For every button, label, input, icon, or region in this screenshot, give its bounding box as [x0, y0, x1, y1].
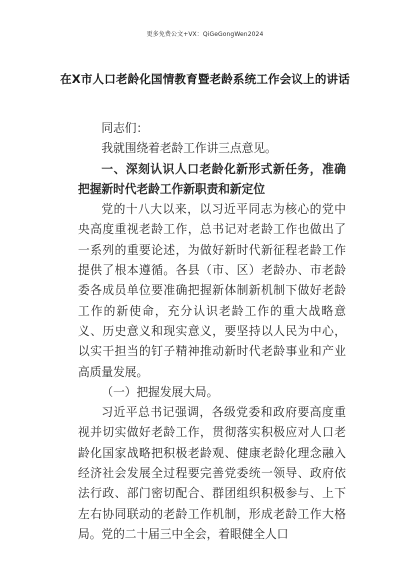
- header-note: 更多免费公文+VX：QiGeGongWen2024: [146, 31, 264, 38]
- paragraph-intro: 我就围绕着老龄工作讲三点意见。: [101, 141, 277, 156]
- document-title: 在X市人口老龄化国情教育暨老龄系统工作会议上的讲话: [60, 72, 350, 86]
- paragraph-2: 习近平总书记强调，各级党委和政府要高度重视并切实做好老龄工作，贯彻落实积极应对人口老龄化国家战略把积极老龄观、健康老龄化理念融入经济社会发展全过程要完善党委统一领导、政府依法行政、部门密切配合、群团组织积极参与、上下左右协同联动的老龄工作机制，形成老龄工作大格局。党的二十届三中全会，着眼健全人口: [78, 405, 346, 541]
- paragraph-1: 党的十八大以来，以习近平同志为核心的党中央高度重视老龄工作，总书记对老龄工作也做出了一系列的重要论述，为做好新时代新征程老龄工作提供了根本遵循。各县（市、区）老龄办、市老龄委各成员单位要准确把握新体制新机制下做好老龄工作的新使命，充分认识老龄工作的重大战略意义、历史意义和现实意义，要坚持以人民为中心，以实干担当的钉子精神推动新时代老龄事业和产业高质量发展。: [78, 202, 346, 379]
- document-body: [78, 118, 346, 544]
- subheading-1: （一）把握发展大局。: [101, 384, 219, 399]
- greeting: 同志们：: [101, 121, 149, 135]
- section-heading-1: 一、深刻认识人口老龄化新形式新任务，准确把握新时代老龄工作新职责和新定位: [78, 161, 346, 196]
